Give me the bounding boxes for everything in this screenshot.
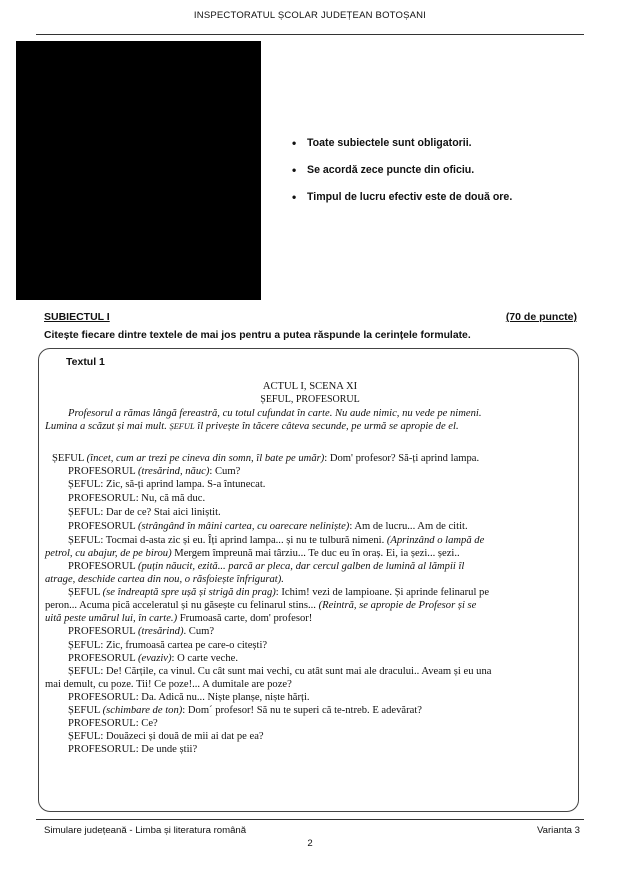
dialogue-span: PROFESORUL bbox=[68, 653, 138, 664]
dialogue-span: . Cum? bbox=[183, 626, 215, 637]
dialogue-span: mai demult, cu poze. Tii! Ce poze!... A dumitale are poze? bbox=[45, 679, 292, 690]
dialogue-span: : Dom´ profesor! Să nu te superi că te-ntreb. E adevărat? bbox=[182, 705, 423, 716]
dialogue-span: (schimbare de ton) bbox=[102, 705, 183, 716]
instruction-item: • Timpul de lucru efectiv este de două ore. bbox=[292, 190, 512, 217]
dialogue-span: (strângând în mâini cartea, cu oarecare neliniște) bbox=[137, 521, 350, 532]
page-header-title: INSPECTORATUL ȘCOLAR JUDEȚEAN BOTOȘANI bbox=[193, 10, 427, 21]
subject-title: SUBIECTUL I bbox=[44, 311, 110, 323]
dialogue-span: PROFESORUL: Da. Adică nu... Niște planșe, niște hărți. bbox=[68, 692, 310, 703]
dialogue-line bbox=[68, 652, 580, 665]
dialogue-span: Mergem împreună mai târziu... Te duc eu în oraș. Ei, ia șezi... șezi.. bbox=[171, 548, 460, 559]
task-instruction: Citește fiecare dintre textele de mai jos pentru a putea răspunde la cerințele formulate. bbox=[44, 330, 471, 341]
dialogue-line bbox=[52, 452, 580, 465]
dialogue-line bbox=[68, 534, 580, 547]
dialogue-line bbox=[45, 599, 580, 612]
footer-exam-title: Simulare județeană - Limba și literatura română bbox=[44, 825, 247, 836]
dialogue-span: : Ichim! vezi de lampioane. Și aprinde felinarul pe bbox=[275, 587, 490, 598]
dialogue-line bbox=[68, 665, 580, 678]
dialogue-span: ȘEFUL: Douăzeci și două de mii ai dat pe ea? bbox=[68, 731, 264, 742]
footer-variant: Varianta 3 bbox=[536, 825, 580, 836]
dialogue-line bbox=[68, 560, 580, 573]
dialogue-span: ȘEFUL bbox=[52, 453, 87, 464]
dialogue-span: PROFESORUL bbox=[68, 561, 138, 572]
dialogue-span: PROFESORUL bbox=[68, 466, 138, 477]
dialogue-span: (tresărind, năuc) bbox=[137, 466, 210, 477]
dialogue-span: ȘEFUL: Dar de ce? Stai aici liniștit. bbox=[68, 507, 221, 518]
redacted-area bbox=[16, 41, 261, 300]
dialogue-span: Profesorul a rămas lângă fereastră, cu totul cufundat în carte. Nu aude nimic, nu vede pe nimeni. bbox=[68, 408, 482, 419]
dialogue-span: atrage, deschide cartea din nou, o răsfoiește înfrigurat). bbox=[45, 574, 284, 585]
act-heading: ACTUL I, SCENA XI bbox=[262, 381, 358, 392]
dialogue-span: Lumina a scăzut și mai mult. bbox=[45, 421, 170, 432]
instructions-list bbox=[292, 136, 512, 217]
scene-characters: ȘEFUL, PROFESORUL bbox=[260, 394, 360, 405]
dialogue-span: ȘEFUL: De! Cărțile, ca vinul. Cu cât sunt mai vechi, cu atât sunt mai ale dracului.. Aveam și eu una bbox=[68, 666, 492, 677]
dialogue-span: (evaziv) bbox=[137, 653, 172, 664]
dialogue-span: peron... Acuma pică acceleratul și nu găsește cu felinarul stins... bbox=[45, 600, 319, 611]
dialogue-span: (încet, cum ar trezi pe cineva din somn, îl bate pe umăr) bbox=[86, 453, 325, 464]
dialogue-line bbox=[68, 586, 580, 599]
dialogue-line bbox=[68, 704, 580, 717]
instruction-item: • Toate subiectele sunt obligatorii. bbox=[292, 136, 512, 163]
dialogue-span: PROFESORUL: De unde știi? bbox=[68, 744, 198, 755]
dialogue-span: ȘEFUL bbox=[68, 705, 103, 716]
dialogue-span: Frumoasă carte, dom' profesor! bbox=[177, 613, 313, 624]
dialogue-line bbox=[68, 407, 580, 420]
dialogue-span: ȘEFUL: Tocmai d-asta zic și eu. Îți aprind lampa... și nu te tulbură nimeni. bbox=[68, 535, 387, 546]
dialogue-span: : Am de lucru... Am de citit. bbox=[349, 521, 468, 532]
page-number: 2 bbox=[307, 838, 313, 849]
dialogue-line bbox=[68, 506, 580, 519]
dialogue-span: : Dom' profesor? Să-ți aprind lampa. bbox=[324, 453, 480, 464]
dialogue-line bbox=[68, 717, 580, 730]
dialogue-line bbox=[45, 612, 580, 625]
dialogue-line bbox=[68, 520, 580, 533]
dialogue-span: uită peste umărul lui, în carte.) bbox=[45, 613, 178, 624]
dialogue-span: : Cum? bbox=[209, 466, 241, 477]
dialogue-span: (tresărind) bbox=[137, 626, 184, 637]
footer-divider bbox=[36, 819, 584, 820]
dialogue-span: PROFESORUL: Nu, că mă duc. bbox=[68, 493, 206, 504]
subject-points: (70 de puncte) bbox=[505, 311, 577, 323]
instruction-item: • Se acordă zece puncte din oficiu. bbox=[292, 163, 512, 190]
dialogue-line bbox=[68, 625, 580, 638]
dialogue-span: ȘEFUL: Zic, frumoasă cartea pe care-o citești? bbox=[68, 640, 268, 651]
dialogue-line bbox=[45, 678, 580, 691]
dialogue-line bbox=[45, 420, 580, 433]
dialogue-span: (puțin năucit, ezită... parcă ar pleca, dar cercul galben de lumină al lămpii îl bbox=[137, 561, 465, 572]
dialogue-span: ȘEFUL: Zic, să-ți aprind lampa. S-a întunecat. bbox=[68, 479, 266, 490]
header-divider bbox=[36, 34, 584, 35]
dialogue-line bbox=[68, 743, 580, 756]
dialogue-line bbox=[45, 573, 580, 586]
dialogue-span: PROFESORUL bbox=[68, 626, 138, 637]
dialogue-line bbox=[68, 465, 580, 478]
dialogue-span: (Aprinzând o lampă de bbox=[386, 535, 485, 546]
dialogue-line bbox=[68, 730, 580, 743]
dialogue-line bbox=[68, 691, 580, 704]
dialogue-span: îl privește în tăcere câteva secunde, pe urmă se apropie de el. bbox=[194, 421, 459, 432]
dialogue-span: (se îndreaptă spre ușă și strigă din prag) bbox=[102, 587, 276, 598]
dialogue-span: PROFESORUL: Ce? bbox=[68, 718, 158, 729]
dialogue-span: ȘEFUL bbox=[169, 422, 195, 431]
dialogue-span: : O carte veche. bbox=[171, 653, 238, 664]
text-label: Textul 1 bbox=[66, 356, 105, 368]
dialogue-line bbox=[68, 478, 580, 491]
dialogue-line bbox=[68, 492, 580, 505]
dialogue-span: petrol, cu abajur, de pe birou) bbox=[45, 548, 172, 559]
dialogue-line bbox=[68, 639, 580, 652]
dialogue-line bbox=[45, 547, 580, 560]
dialogue-span: (Reintră, se apropie de Profesor și se bbox=[318, 600, 477, 611]
dialogue-span: ȘEFUL bbox=[68, 587, 103, 598]
dialogue-span: PROFESORUL bbox=[68, 521, 138, 532]
